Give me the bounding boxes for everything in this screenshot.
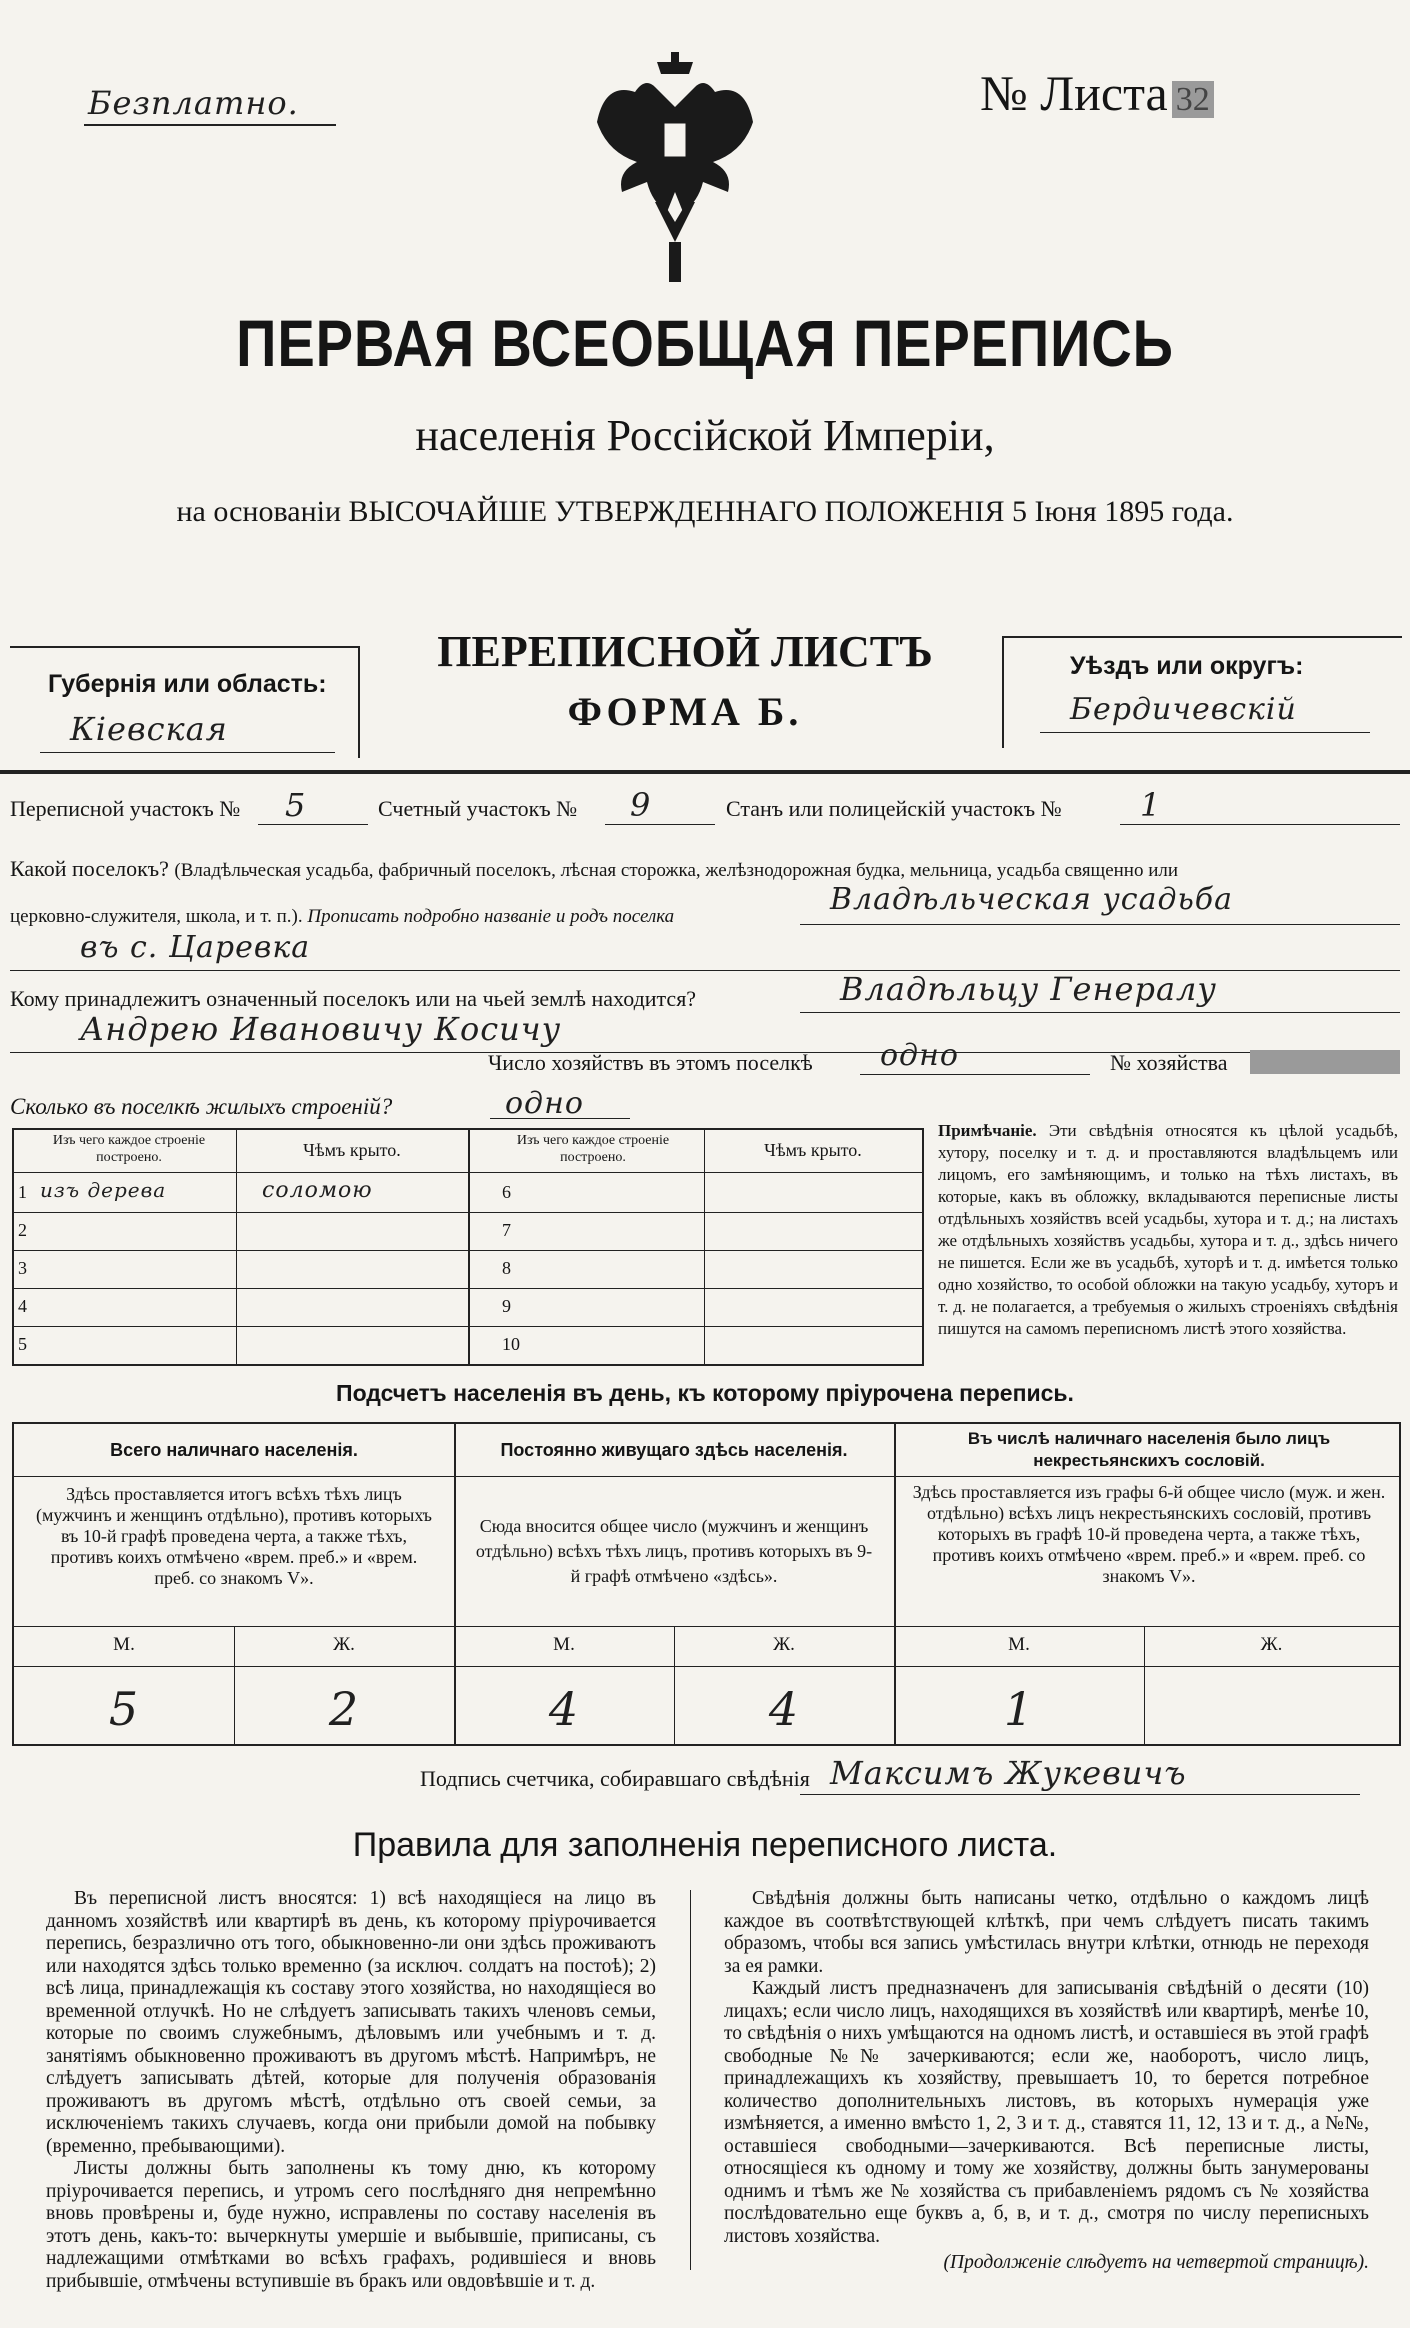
census-area-value: 5 [285,786,307,824]
permanent-text: Сюда вносится общее число (мужчинъ и женщинъ отдѣльно) всѣхъ тѣхъ лицъ, противъ которыхъ въ 9-й графѣ отмѣчено «здѣсь». [475,1516,873,1586]
building-row-number: 3 [18,1258,27,1278]
building-row-number: 10 [502,1334,520,1354]
building-row [14,1326,468,1365]
female-count: 2 [328,1682,360,1736]
rules-left-p1: Въ переписной листъ вносятся: 1) всѣ находящіеся на лицо въ данномъ хозяйствѣ или квартирѣ въ день, къ которому пріурочивается перепись, безразлично отъ того, обыкновенно-ли они здѣсь проживаютъ или находятся здѣсь только временно (за исключ. солдатъ на постоѣ); 2) всѣ лица, принадлежащія къ составу этого хозяйства, но находящіеся во временной отлучкѣ. Но не слѣдуетъ записывать такихъ членовъ семьи, которые по своимъ служебнымъ, дѣловымъ или учебнымъ и т. д. занятіямъ обыкновенно проживаютъ въ другомъ мѣстѣ. Напримѣръ, не слѣдуетъ записывать дѣтей, которые для полученія образованія проживаютъ въ другомъ мѣстѣ, отдѣльно отъ своей семьи, за исключеніемъ такихъ случаевъ, когда они прибыли домой на побывку (временно, пребывающими). [46,1888,656,2157]
form-name: ФОРМА Б. [567,689,803,734]
count-title: Подсчетъ населенія въ день, къ которому пріурочена перепись. [336,1380,1074,1406]
signature-value: Максимъ Жукевичъ [830,1754,1187,1792]
buildings-value: одно [505,1086,584,1121]
buildings-note [938,1120,1398,1340]
rules-left-p2: Листы должны быть заполнены къ тому дню, къ которому пріурочивается перепись, и утромъ сего послѣдняго дня непремѣнно вновь провѣрены и, буде нужно, исправлены по составу населенія въ этотъ день, какъ-то: вычеркнуты умершіе и выбывшіе, приписаны, съ надлежащими отмѣтками во всѣхъ графахъ, родившіеся и вновь прибывшіе, отмѣчены вступившіе въ бракъ или овдовѣвшіе и т. д. [46,2158,656,2292]
building-row [468,1326,922,1365]
household-number-label: № хозяйства [1110,1050,1228,1075]
rules-continued: (Продолженіе слѣдуетъ на четвертой страницѣ). [943,2252,1369,2273]
settlement-value-1: Владѣльческая усадьба [830,882,1234,917]
sheet-number [980,64,1214,122]
building-row-number: 8 [502,1258,511,1278]
building-row [14,1212,468,1251]
census-area-label: Переписной участокъ № [10,796,241,821]
total-present-header: Всего наличнаго населенія. [110,1440,358,1460]
census-title: ПЕРВАЯ ВСЕОБЩАЯ ПЕРЕПИСЬ [236,306,1174,380]
non-peasant-header: Въ числѣ наличнаго населенія было лицъ некрестьянскихъ сословій. [967,1429,1331,1470]
rules-title: Правила для заполненія переписного листа. [352,1826,1058,1864]
settlement-value-2: въ с. Царевка [80,930,311,965]
count-area-label: Счетный участокъ № [378,796,578,821]
note-text: Эти свѣдѣнія относятся къ цѣлой усадьбѣ, хутору, поселку и т. д. и проставляются владѣльцемъ или лицомъ, его замѣняющимъ, и только на тѣхъ листахъ, въ которые, какъ въ обложку, вкладываются переписные листы отдѣльныхъ хозяйствъ всей усадьбы, хутора и т. д.; на листахъ же отдѣльныхъ хозяйствъ усадьбы, хутора и т. д., здѣсь ничего не пишется. Если же въ усадьбѣ, хуторѣ и т. д. имѣется только одно хозяйство, то особой обложки на такую усадьбу, хуторъ и т. д. не полагается, а требуемыя о жилыхъ строеніяхъ свѣдѣнія пишутся на самомъ переписномъ листѣ этого хозяйства. [938,1121,1398,1338]
male-count: 5 [108,1682,140,1736]
building-row [14,1250,468,1289]
rules-right-p2: Каждый листъ предназначенъ для записыванія свѣдѣній о десяти (10) лицахъ; если число лицъ, находящихся въ хозяйствѣ или квартирѣ, менѣе 10, то свѣдѣнія о нихъ умѣщаются на одномъ листѣ, и оставшіеся въ этой графѣ свободные №№ зачеркиваются; если же, наоборотъ, число лицъ, принадлежащихъ къ хозяйству, превышаетъ 10, то берется потребное количество дополнительныхъ листовъ, въ которыхъ нумерація уже измѣняется, а именно вмѣсто 1, 2, 3 и т. д., ставятся 11, 12, 13 и т. д., а №№, оставшіеся свободными—зачеркиваются. Всѣ переписные листы, относящіеся къ одному и тому же хозяйству, должны быть занумерованы однимъ и тѣмъ же № хозяйства съ прибавленіемъ рядомъ съ № хозяйства послѣдовательно еще буквъ а, б, в, и т. д., смотря по числу переписныхъ листовъ хозяйства. [724,1978,1369,2247]
settlement-hint-2b: Прописать подробно названіе и родъ поселка [307,906,675,927]
female-header: Ж. [773,1634,795,1655]
households-label: Число хозяйствъ въ этомъ поселкѣ [488,1050,813,1075]
building-row [468,1174,922,1213]
non-peasant-text: Здѣсь проставляется изъ графы 6-й общее число (муж. и жен. отдѣльно) всѣхъ лицъ некрестьянскихъ сословій, противъ которыхъ въ графѣ 10-й проведена черта, а также тѣхъ, противъ коихъ отмѣчено «врем. преб.» и «врем. преб. со знакомъ V». [912,1482,1386,1586]
divider [0,770,1410,774]
census-subtitle: населенія Россійской Имперіи, [415,411,995,460]
total-present-text: Здѣсь проставляется итогъ всѣхъ тѣхъ лицъ (мужчинъ и женщинъ отдѣльно), противъ которыхъ въ 10-й графѣ проведена черта, а также тѣхъ, противъ коихъ отмѣчено «врем. преб.» и «врем. преб. со знакомъ V». [36,1484,432,1588]
count-table [12,1422,1401,1746]
building-row [468,1250,922,1289]
uezd-value: Бердичевскій [1070,692,1297,727]
owner-value-2: Андрею Ивановичу Косичу [80,1010,562,1048]
settlement-question-text: Какой поселокъ? [10,856,169,881]
building-row-number: 6 [502,1182,511,1202]
permanent-header: Постоянно живущаго здѣсь населенія. [500,1440,848,1460]
sheet-number-value: 32 [1172,81,1214,118]
free-underline [84,124,336,126]
signature-label: Подпись счетчика, собиравшаго свѣдѣнія [420,1766,810,1791]
building-row-number: 7 [502,1220,511,1240]
owner-question: Кому принадлежитъ означенный поселокъ или на чьей землѣ находится? [10,986,697,1011]
settlement-hint-2 [10,906,674,928]
female-count: 4 [768,1682,800,1736]
gubernia-label: Губернія или область: [48,670,327,698]
stan-label: Станъ или полицейскій участокъ № [726,796,1062,821]
male-header: М. [1008,1634,1030,1655]
material-header-left: Изъ чего каждое строеніе построено. [52,1133,206,1165]
rules-left-column [46,1888,656,2293]
household-number-redacted [1250,1050,1400,1074]
buildings-table [12,1128,924,1366]
female-header: Ж. [333,1634,355,1655]
gubernia-value: Кіевская [70,710,228,748]
roof-header-left: Чѣмъ крыто. [303,1140,401,1160]
settlement-hint-2a: церковно-служителя, школа, и т. п.). [10,906,303,927]
sheet-number-label: № Листа [980,65,1168,121]
female-header: Ж. [1260,1634,1283,1655]
building-row-number: 9 [502,1296,511,1316]
building-row [468,1212,922,1251]
male-count: 4 [548,1682,580,1736]
note-title: Примѣчаніе. [938,1121,1037,1140]
households-value: одно [880,1038,959,1073]
form-title: ПЕРЕПИСНОЙ ЛИСТЪ [437,627,933,676]
rules-right-column [724,1888,1369,2275]
male-header: М. [113,1634,135,1655]
census-basis: на основаніи ВЫСОЧАЙШЕ УТВЕРЖДЕННАГО ПОЛОЖЕНІЯ 5 Іюня 1895 года. [176,495,1234,528]
building-roof: соломою [262,1178,373,1203]
material-header-right: Изъ чего каждое строеніе построено. [516,1133,670,1165]
building-row [14,1288,468,1327]
free-label: Безплатно. [88,84,299,122]
buildings-label: Сколько въ поселкѣ жилыхъ строеній? [10,1094,393,1119]
settlement-hint: (Владѣльческая усадьба, фабричный поселокъ, лѣсная сторожка, желѣзнодорожная будка, мельница, усадьба священно или [174,860,1179,881]
building-row-number: 5 [18,1334,27,1354]
count-area-value: 9 [630,786,652,824]
building-row-number: 1 [18,1182,27,1202]
building-row [468,1288,922,1327]
building-row [14,1174,468,1213]
male-count: 1 [1003,1682,1035,1736]
rules-right-p1: Свѣдѣнія должны быть написаны четко, отдѣльно о каждомъ лицѣ каждое въ соотвѣтствующей клѣткѣ, при чемъ слѣдуетъ писать такимъ образомъ, чтобы вся запись умѣстилась внутри клѣтки, отнюдь не переходя за ея рамки. [724,1888,1369,1977]
double-headed-eagle-emblem [595,52,755,287]
owner-value-1: Владѣльцу Генералу [840,970,1217,1008]
rules-divider [690,1890,691,2270]
stan-value: 1 [1140,786,1162,824]
roof-header-right: Чѣмъ крыто. [764,1140,862,1160]
building-material: изъ дерева [40,1178,167,1202]
settlement-question [10,856,1178,882]
male-header: М. [553,1634,575,1655]
building-row-number: 2 [18,1220,27,1240]
uezd-label: Уѣздъ или округъ: [1070,652,1304,680]
building-row-number: 4 [18,1296,27,1316]
